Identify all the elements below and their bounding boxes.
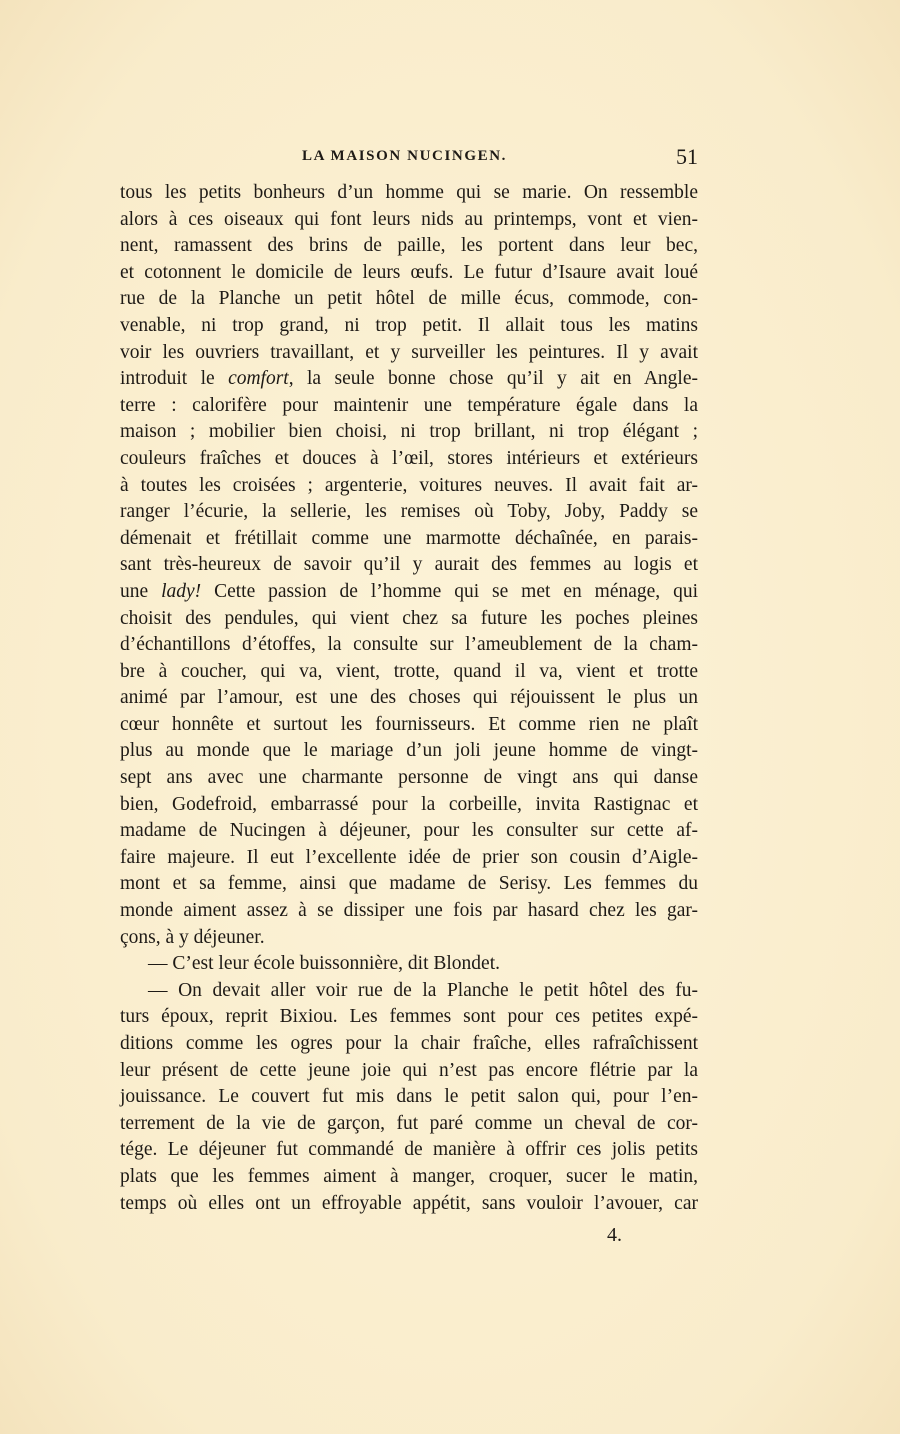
text-line [120, 898, 698, 925]
text-line [120, 1058, 698, 1085]
line-text: faire majeure. Il eut l’excellente idée de prier son cousin d’Aigle- [120, 846, 698, 868]
line-text: animé par l’amour, est une des choses qui réjouissent le plus un [120, 687, 698, 709]
text-line [120, 632, 698, 659]
text-line [120, 925, 698, 952]
line-text: jouissance. Le couvert fut mis dans le petit salon qui, pour l’en- [120, 1086, 698, 1108]
text-line [120, 765, 698, 792]
line-text: alors à ces oiseaux qui font leurs nids au printemps, vont et vien- [120, 208, 698, 230]
text-line [120, 685, 698, 712]
line-text: à toutes les croisées ; argenterie, voitures neuves. Il avait fait ar- [120, 474, 698, 496]
text-line [120, 260, 698, 287]
line-text: choisit des pendules, qui vient chez sa future les poches pleines [120, 607, 698, 629]
line-text: sept ans avec une charmante personne de vingt ans qui danse [120, 767, 698, 789]
line-text: temps où elles ont un effroyable appétit, sans vouloir l’avouer, car [120, 1192, 698, 1214]
text-line [120, 1004, 698, 1031]
line-text: sant très-heureux de savoir qu’il y aurait des femmes au logis et [120, 554, 698, 576]
text-line [120, 1031, 698, 1058]
page-header [120, 146, 698, 172]
text-line [120, 1164, 698, 1191]
line-text: terrement de la vie de garçon, fut paré comme un cheval de cor- [120, 1112, 698, 1134]
line-text: rue de la Planche un petit hôtel de mille écus, commode, con- [120, 288, 698, 310]
line-text: venable, ni trop grand, ni trop petit. Il allait tous les matins [120, 314, 698, 336]
line-text: — On devait aller voir rue de la Planche le petit hôtel des fu- [148, 979, 698, 1001]
text-line [120, 286, 698, 313]
line-text: terre : calorifère pour maintenir une température égale dans la [120, 394, 698, 416]
line-text: monde aiment assez à se dissiper une fois par hasard chez les gar- [120, 900, 698, 922]
text-line [120, 712, 698, 739]
text-line [120, 1111, 698, 1138]
text-line [120, 366, 698, 393]
text-line [120, 552, 698, 579]
text-line [120, 419, 698, 446]
line-text: bre à coucher, qui va, vient, trotte, quand il va, vient et trotte [120, 660, 698, 682]
text-line [120, 871, 698, 898]
text-line [120, 233, 698, 260]
line-text: cœur honnête et surtout les fournisseurs. Et comme rien ne plaît [120, 713, 698, 735]
line-text: ditions comme les ogres pour la chair fraîche, elles rafraîchissent [120, 1033, 698, 1054]
page-number: 51 [676, 144, 698, 169]
text-line [120, 313, 698, 340]
text-line [120, 526, 698, 553]
text-line [120, 792, 698, 819]
line-text: turs époux, reprit Bixiou. Les femmes sont pour ces petites expé- [120, 1006, 698, 1028]
text-line [120, 606, 698, 633]
text-line [120, 978, 698, 1005]
text-line [120, 579, 698, 606]
text-line [120, 180, 698, 207]
line-text: tége. Le déjeuner fut commandé de manière à offrir ces jolis petits [120, 1139, 698, 1161]
line-text: démenait et frétillait comme une marmotte déchaînée, en parais- [120, 527, 698, 549]
line-text: çons, à y déjeuner. [120, 926, 265, 948]
line-text: bien, Godefroid, embarrassé pour la corbeille, invita Rastignac et [120, 793, 698, 815]
text-line [120, 1137, 698, 1164]
text-line [120, 446, 698, 473]
line-text: introduit le [120, 368, 229, 390]
line-text: couleurs fraîches et douces à l’œil, stores intérieurs et extérieurs [120, 447, 698, 469]
text-line [120, 738, 698, 765]
text-line [120, 393, 698, 420]
line-text: leur présent de cette jeune joie qui n’est pas encore flétrie par la [120, 1059, 698, 1081]
text-line [120, 207, 698, 234]
line-text: maison ; mobilier bien choisi, ni trop brillant, ni trop élégant ; [120, 421, 698, 443]
line-text: et cotonnent le domicile de leurs œufs. Le futur d’Isaure avait loué [120, 261, 698, 283]
line-text: d’échantillons d’étoffes, la consulte sur l’ameublement de la cham- [120, 634, 698, 656]
line-text: — C’est leur école buissonnière, dit Blondet. [148, 953, 501, 975]
line-text: nent, ramassent des brins de paille, les portent dans leur bec, [120, 235, 698, 257]
line-text: mont et sa femme, ainsi que madame de Serisy. Les femmes du [120, 873, 698, 895]
body-text [120, 180, 698, 1217]
line-text: une [120, 580, 162, 602]
text-line [120, 659, 698, 686]
text-line [120, 1084, 698, 1111]
text-line [120, 1191, 698, 1218]
line-text: plats que les femmes aiment à manger, croquer, sucer le matin, [120, 1165, 698, 1187]
running-title: LA MAISON NUCINGEN. [302, 148, 508, 164]
line-text: plus au monde que le mariage d’un joli jeune homme de vingt- [120, 740, 698, 762]
line-text: ranger l’écurie, la sellerie, les remises où Toby, Joby, Paddy se [120, 501, 698, 523]
line-text: voir les ouvriers travaillant, et y surveiller les peintures. Il y avait [120, 341, 698, 363]
text-line [120, 845, 698, 872]
text-line [120, 473, 698, 500]
line-text: madame de Nucingen à déjeuner, pour les consulter sur cette af- [120, 820, 698, 842]
text-line [120, 340, 698, 367]
line-text: tous les petits bonheurs d’un homme qui se marie. On ressemble [120, 182, 698, 203]
text-line [120, 499, 698, 526]
signature-mark: 4. [607, 1224, 622, 1246]
italic-word: lady! [161, 580, 202, 602]
italic-word: comfort [228, 368, 289, 390]
text-line [120, 818, 698, 845]
line-text: , la seule bonne chose qu’il y ait en Angle- [288, 368, 698, 390]
text-line [120, 951, 698, 978]
line-text: Cette passion de l’homme qui se met en ménage, qui [201, 580, 698, 602]
